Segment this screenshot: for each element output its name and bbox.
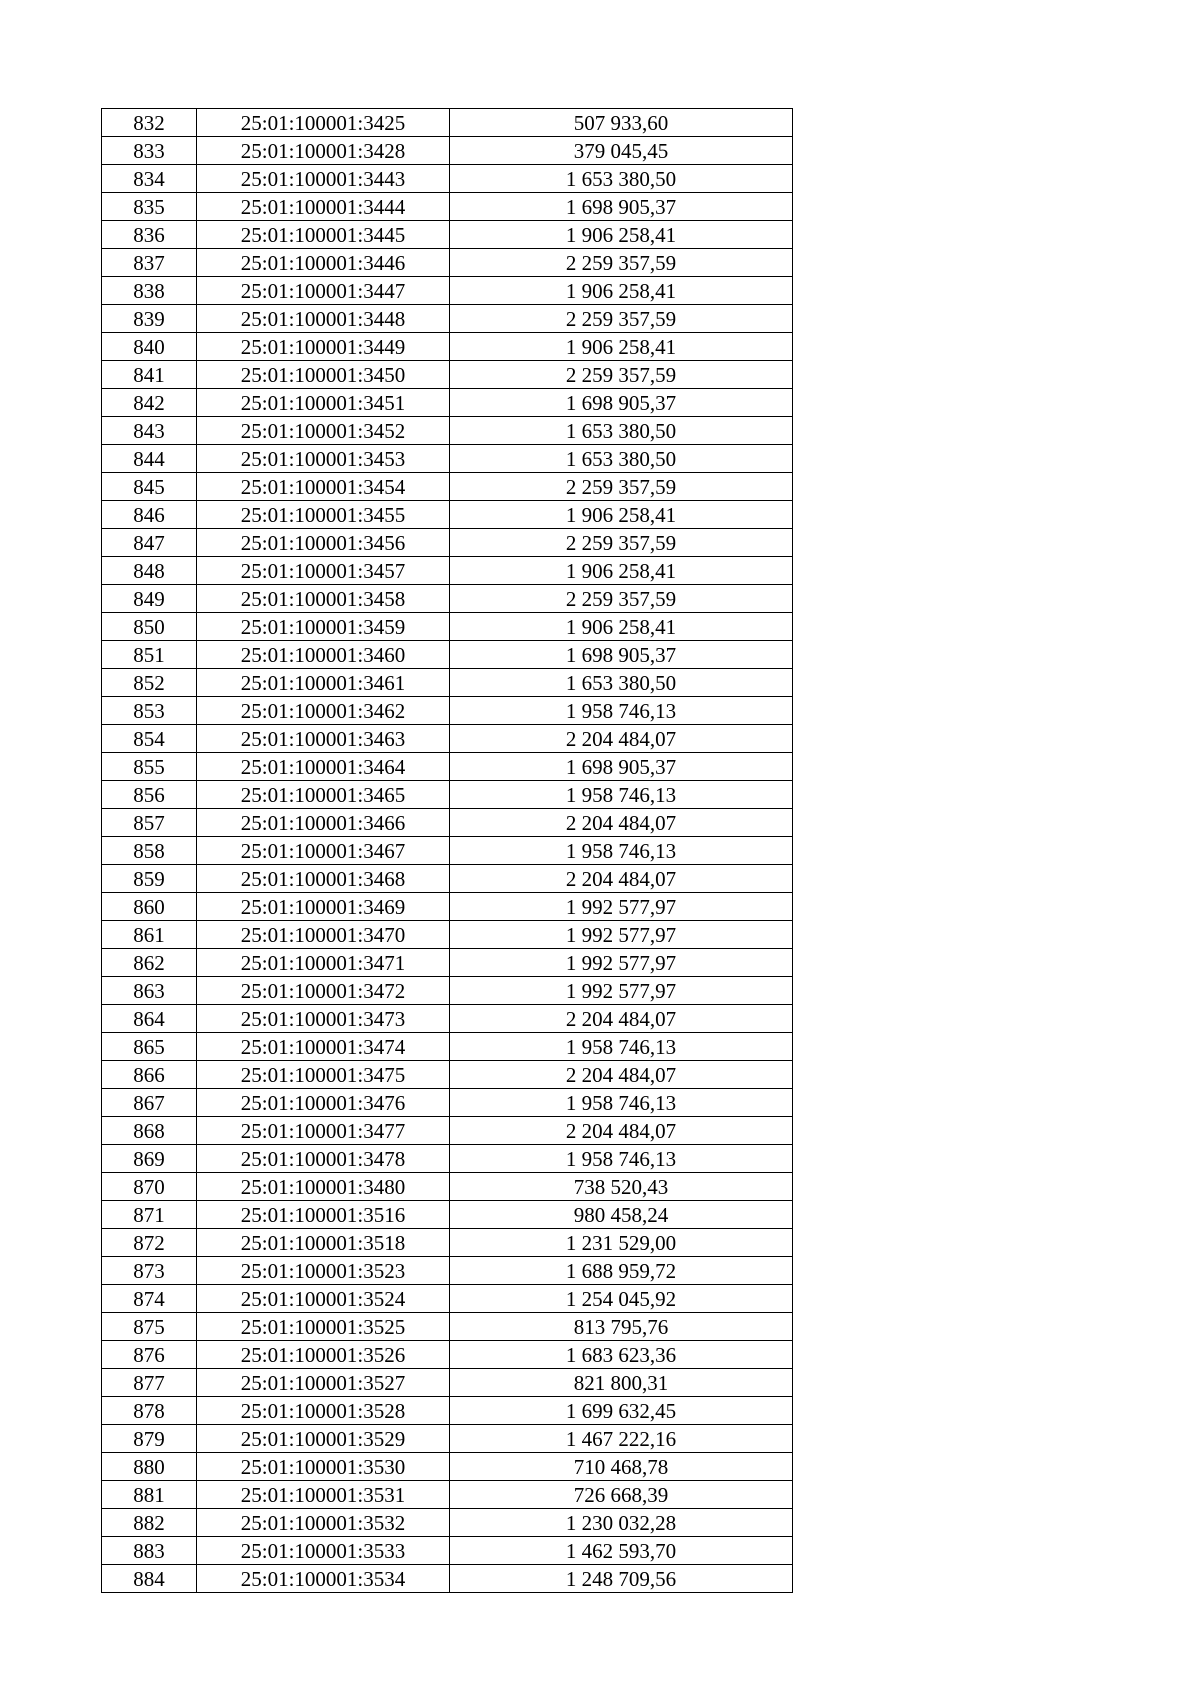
- value-cell: 2 259 357,59: [450, 473, 793, 501]
- cadastral-number-cell: 25:01:100001:3462: [197, 697, 450, 725]
- table-row: [102, 753, 793, 781]
- row-number-cell: 845: [102, 473, 197, 501]
- cadastral-number-cell: 25:01:100001:3530: [197, 1453, 450, 1481]
- table-row: [102, 1173, 793, 1201]
- value-cell: 1 254 045,92: [450, 1285, 793, 1313]
- cadastral-number-cell: 25:01:100001:3448: [197, 305, 450, 333]
- value-cell: 2 259 357,59: [450, 249, 793, 277]
- cadastral-number-cell: 25:01:100001:3443: [197, 165, 450, 193]
- value-cell: 813 795,76: [450, 1313, 793, 1341]
- value-cell: 2 204 484,07: [450, 725, 793, 753]
- row-number-cell: 853: [102, 697, 197, 725]
- value-cell: 1 698 905,37: [450, 753, 793, 781]
- row-number-cell: 842: [102, 389, 197, 417]
- value-cell: 1 683 623,36: [450, 1341, 793, 1369]
- cadastral-number-cell: 25:01:100001:3471: [197, 949, 450, 977]
- table-row: [102, 921, 793, 949]
- value-cell: 1 462 593,70: [450, 1537, 793, 1565]
- value-cell: 1 231 529,00: [450, 1229, 793, 1257]
- cadastral-number-cell: 25:01:100001:3475: [197, 1061, 450, 1089]
- table-row: [102, 865, 793, 893]
- row-number-cell: 860: [102, 893, 197, 921]
- value-cell: 1 906 258,41: [450, 613, 793, 641]
- cadastral-number-cell: 25:01:100001:3444: [197, 193, 450, 221]
- value-cell: 1 958 746,13: [450, 697, 793, 725]
- table-row: [102, 193, 793, 221]
- value-cell: 1 906 258,41: [450, 501, 793, 529]
- row-number-cell: 873: [102, 1257, 197, 1285]
- cadastral-number-cell: 25:01:100001:3528: [197, 1397, 450, 1425]
- table-row: [102, 641, 793, 669]
- row-number-cell: 865: [102, 1033, 197, 1061]
- row-number-cell: 844: [102, 445, 197, 473]
- table-row: [102, 1425, 793, 1453]
- cadastral-number-cell: 25:01:100001:3524: [197, 1285, 450, 1313]
- table-row: [102, 277, 793, 305]
- table-row: [102, 249, 793, 277]
- row-number-cell: 883: [102, 1537, 197, 1565]
- table-row: [102, 725, 793, 753]
- value-cell: 1 248 709,56: [450, 1565, 793, 1593]
- table-row: [102, 1285, 793, 1313]
- value-cell: 1 688 959,72: [450, 1257, 793, 1285]
- cadastral-number-cell: 25:01:100001:3457: [197, 557, 450, 585]
- row-number-cell: 863: [102, 977, 197, 1005]
- row-number-cell: 851: [102, 641, 197, 669]
- table-row: [102, 1229, 793, 1257]
- cadastral-number-cell: 25:01:100001:3516: [197, 1201, 450, 1229]
- cadastral-number-cell: 25:01:100001:3447: [197, 277, 450, 305]
- cadastral-number-cell: 25:01:100001:3476: [197, 1089, 450, 1117]
- row-number-cell: 878: [102, 1397, 197, 1425]
- row-number-cell: 834: [102, 165, 197, 193]
- table-row: [102, 669, 793, 697]
- row-number-cell: 850: [102, 613, 197, 641]
- value-cell: 1 992 577,97: [450, 949, 793, 977]
- value-cell: 1 698 905,37: [450, 389, 793, 417]
- row-number-cell: 840: [102, 333, 197, 361]
- cadastral-number-cell: 25:01:100001:3452: [197, 417, 450, 445]
- table-row: [102, 445, 793, 473]
- row-number-cell: 870: [102, 1173, 197, 1201]
- value-cell: 1 958 746,13: [450, 1089, 793, 1117]
- cadastral-number-cell: 25:01:100001:3518: [197, 1229, 450, 1257]
- cadastral-number-cell: 25:01:100001:3474: [197, 1033, 450, 1061]
- value-cell: 2 259 357,59: [450, 585, 793, 613]
- table-row: [102, 1089, 793, 1117]
- row-number-cell: 869: [102, 1145, 197, 1173]
- row-number-cell: 871: [102, 1201, 197, 1229]
- cadastral-number-cell: 25:01:100001:3454: [197, 473, 450, 501]
- table-row: [102, 1061, 793, 1089]
- cadastral-number-cell: 25:01:100001:3478: [197, 1145, 450, 1173]
- cadastral-number-cell: 25:01:100001:3467: [197, 837, 450, 865]
- row-number-cell: 852: [102, 669, 197, 697]
- value-cell: 1 699 632,45: [450, 1397, 793, 1425]
- table-row: [102, 1033, 793, 1061]
- cadastral-number-cell: 25:01:100001:3470: [197, 921, 450, 949]
- value-cell: 1 653 380,50: [450, 165, 793, 193]
- value-cell: 1 992 577,97: [450, 893, 793, 921]
- cadastral-number-cell: 25:01:100001:3453: [197, 445, 450, 473]
- row-number-cell: 861: [102, 921, 197, 949]
- table-row: [102, 1453, 793, 1481]
- cadastral-number-cell: 25:01:100001:3534: [197, 1565, 450, 1593]
- table-row: [102, 389, 793, 417]
- table-row: [102, 137, 793, 165]
- row-number-cell: 858: [102, 837, 197, 865]
- value-cell: 2 259 357,59: [450, 305, 793, 333]
- value-cell: 726 668,39: [450, 1481, 793, 1509]
- cadastral-number-cell: 25:01:100001:3458: [197, 585, 450, 613]
- table-row: [102, 165, 793, 193]
- value-cell: 379 045,45: [450, 137, 793, 165]
- table-row: [102, 1313, 793, 1341]
- table-row: [102, 557, 793, 585]
- row-number-cell: 864: [102, 1005, 197, 1033]
- value-cell: 980 458,24: [450, 1201, 793, 1229]
- value-cell: 1 906 258,41: [450, 333, 793, 361]
- cadastral-number-cell: 25:01:100001:3472: [197, 977, 450, 1005]
- table-row: [102, 305, 793, 333]
- row-number-cell: 849: [102, 585, 197, 613]
- row-number-cell: 848: [102, 557, 197, 585]
- row-number-cell: 855: [102, 753, 197, 781]
- cadastral-number-cell: 25:01:100001:3466: [197, 809, 450, 837]
- row-number-cell: 872: [102, 1229, 197, 1257]
- table-row: [102, 1481, 793, 1509]
- table-row: [102, 1201, 793, 1229]
- cadastral-number-cell: 25:01:100001:3480: [197, 1173, 450, 1201]
- cadastral-number-cell: 25:01:100001:3523: [197, 1257, 450, 1285]
- row-number-cell: 846: [102, 501, 197, 529]
- row-number-cell: 876: [102, 1341, 197, 1369]
- table-row: [102, 361, 793, 389]
- data-table: [101, 108, 793, 1593]
- row-number-cell: 859: [102, 865, 197, 893]
- row-number-cell: 877: [102, 1369, 197, 1397]
- cadastral-number-cell: 25:01:100001:3459: [197, 613, 450, 641]
- row-number-cell: 832: [102, 109, 197, 137]
- table-row: [102, 697, 793, 725]
- row-number-cell: 867: [102, 1089, 197, 1117]
- row-number-cell: 880: [102, 1453, 197, 1481]
- table-row: [102, 585, 793, 613]
- value-cell: 1 958 746,13: [450, 781, 793, 809]
- value-cell: 1 906 258,41: [450, 221, 793, 249]
- cadastral-number-cell: 25:01:100001:3463: [197, 725, 450, 753]
- table-row: [102, 977, 793, 1005]
- value-cell: 507 933,60: [450, 109, 793, 137]
- row-number-cell: 881: [102, 1481, 197, 1509]
- value-cell: 1 906 258,41: [450, 557, 793, 585]
- cadastral-number-cell: 25:01:100001:3445: [197, 221, 450, 249]
- cadastral-number-cell: 25:01:100001:3526: [197, 1341, 450, 1369]
- cadastral-number-cell: 25:01:100001:3451: [197, 389, 450, 417]
- cadastral-number-cell: 25:01:100001:3532: [197, 1509, 450, 1537]
- row-number-cell: 839: [102, 305, 197, 333]
- value-cell: 1 653 380,50: [450, 669, 793, 697]
- cadastral-number-cell: 25:01:100001:3446: [197, 249, 450, 277]
- value-cell: 1 958 746,13: [450, 1033, 793, 1061]
- row-number-cell: 875: [102, 1313, 197, 1341]
- table-row: [102, 837, 793, 865]
- table-row: [102, 1397, 793, 1425]
- cadastral-number-cell: 25:01:100001:3468: [197, 865, 450, 893]
- value-cell: 710 468,78: [450, 1453, 793, 1481]
- cadastral-number-cell: 25:01:100001:3455: [197, 501, 450, 529]
- value-cell: 2 204 484,07: [450, 865, 793, 893]
- row-number-cell: 837: [102, 249, 197, 277]
- row-number-cell: 847: [102, 529, 197, 557]
- row-number-cell: 838: [102, 277, 197, 305]
- value-cell: 1 698 905,37: [450, 193, 793, 221]
- table-row: [102, 809, 793, 837]
- value-cell: 2 204 484,07: [450, 1061, 793, 1089]
- row-number-cell: 884: [102, 1565, 197, 1593]
- cadastral-number-cell: 25:01:100001:3529: [197, 1425, 450, 1453]
- cadastral-number-cell: 25:01:100001:3477: [197, 1117, 450, 1145]
- row-number-cell: 833: [102, 137, 197, 165]
- cadastral-number-cell: 25:01:100001:3531: [197, 1481, 450, 1509]
- cadastral-number-cell: 25:01:100001:3425: [197, 109, 450, 137]
- row-number-cell: 835: [102, 193, 197, 221]
- row-number-cell: 882: [102, 1509, 197, 1537]
- table-row: [102, 949, 793, 977]
- value-cell: 1 230 032,28: [450, 1509, 793, 1537]
- table-row: [102, 1509, 793, 1537]
- cadastral-number-cell: 25:01:100001:3456: [197, 529, 450, 557]
- value-cell: 1 467 222,16: [450, 1425, 793, 1453]
- table-row: [102, 501, 793, 529]
- cadastral-number-cell: 25:01:100001:3465: [197, 781, 450, 809]
- table-row: [102, 1117, 793, 1145]
- cadastral-number-cell: 25:01:100001:3428: [197, 137, 450, 165]
- row-number-cell: 866: [102, 1061, 197, 1089]
- row-number-cell: 862: [102, 949, 197, 977]
- row-number-cell: 841: [102, 361, 197, 389]
- value-cell: 1 958 746,13: [450, 837, 793, 865]
- table-row: [102, 613, 793, 641]
- row-number-cell: 868: [102, 1117, 197, 1145]
- table-row: [102, 417, 793, 445]
- cadastral-number-cell: 25:01:100001:3473: [197, 1005, 450, 1033]
- value-cell: 1 653 380,50: [450, 445, 793, 473]
- table-row: [102, 333, 793, 361]
- table-row: [102, 1369, 793, 1397]
- row-number-cell: 836: [102, 221, 197, 249]
- row-number-cell: 874: [102, 1285, 197, 1313]
- table-row: [102, 1257, 793, 1285]
- cadastral-number-cell: 25:01:100001:3469: [197, 893, 450, 921]
- table-row: [102, 1341, 793, 1369]
- cadastral-number-cell: 25:01:100001:3464: [197, 753, 450, 781]
- value-cell: 1 992 577,97: [450, 921, 793, 949]
- table-row: [102, 1005, 793, 1033]
- value-cell: 2 259 357,59: [450, 361, 793, 389]
- value-cell: 2 204 484,07: [450, 809, 793, 837]
- value-cell: 738 520,43: [450, 1173, 793, 1201]
- value-cell: 1 906 258,41: [450, 277, 793, 305]
- table-row: [102, 529, 793, 557]
- value-cell: 1 992 577,97: [450, 977, 793, 1005]
- value-cell: 2 204 484,07: [450, 1005, 793, 1033]
- value-cell: 1 653 380,50: [450, 417, 793, 445]
- cadastral-number-cell: 25:01:100001:3460: [197, 641, 450, 669]
- row-number-cell: 879: [102, 1425, 197, 1453]
- cadastral-number-cell: 25:01:100001:3533: [197, 1537, 450, 1565]
- cadastral-number-cell: 25:01:100001:3527: [197, 1369, 450, 1397]
- table-body: [102, 109, 793, 1593]
- table-row: [102, 109, 793, 137]
- row-number-cell: 857: [102, 809, 197, 837]
- value-cell: 1 958 746,13: [450, 1145, 793, 1173]
- table-row: [102, 1537, 793, 1565]
- cadastral-number-cell: 25:01:100001:3449: [197, 333, 450, 361]
- cadastral-number-cell: 25:01:100001:3525: [197, 1313, 450, 1341]
- value-cell: 821 800,31: [450, 1369, 793, 1397]
- cadastral-number-cell: 25:01:100001:3450: [197, 361, 450, 389]
- table-row: [102, 781, 793, 809]
- row-number-cell: 856: [102, 781, 197, 809]
- cadastral-number-cell: 25:01:100001:3461: [197, 669, 450, 697]
- table-row: [102, 221, 793, 249]
- table-row: [102, 473, 793, 501]
- value-cell: 1 698 905,37: [450, 641, 793, 669]
- value-cell: 2 259 357,59: [450, 529, 793, 557]
- row-number-cell: 854: [102, 725, 197, 753]
- table-row: [102, 1145, 793, 1173]
- table-row: [102, 893, 793, 921]
- row-number-cell: 843: [102, 417, 197, 445]
- table-row: [102, 1565, 793, 1593]
- value-cell: 2 204 484,07: [450, 1117, 793, 1145]
